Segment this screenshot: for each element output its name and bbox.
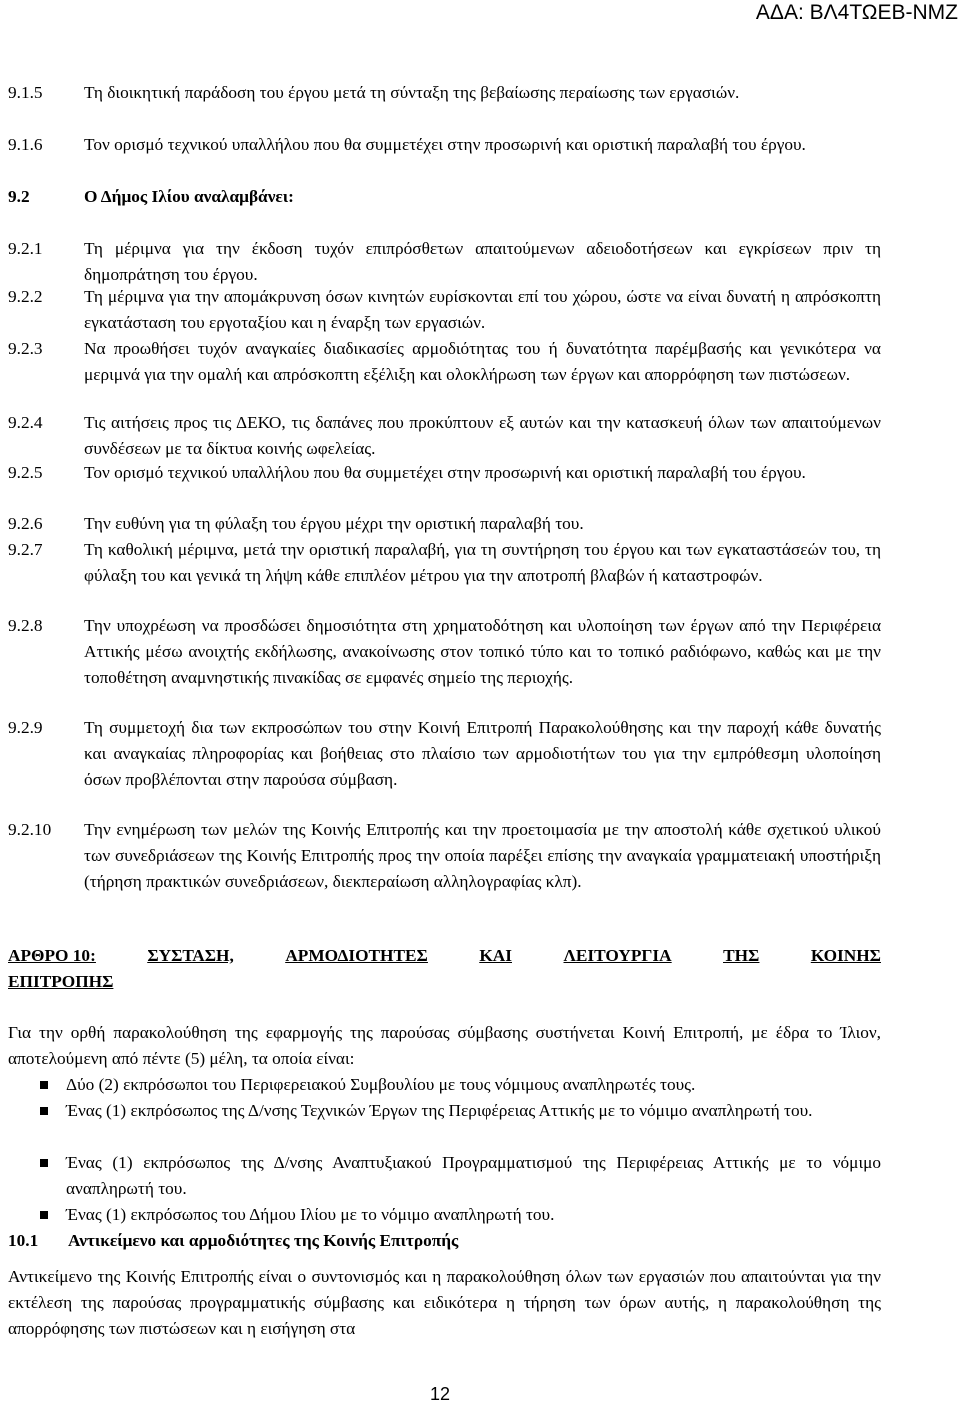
clause-text: Τη συμμετοχή δια των εκπροσώπων του στην Κοινή Επιτροπή Παρακολούθησης και την παροχή κάθε δυνατής και αναγκαίας πληροφορίας και βοήθειας στο πλαίσιο των αρμοδιοτήτων του για την εμπρόθεσμη υλοποίηση όσων προβλέπονται στην παρούσα σύμβαση. (84, 718, 881, 789)
clause-text: Τον ορισμό τεχνικού υπαλλήλου που θα συμμετέχει στην προσωρινή και οριστική παραλαβή του έργου. (84, 463, 806, 482)
member-list-item (40, 1202, 881, 1228)
section-number: 9.2 (8, 187, 30, 206)
member-text: Δύο (2) εκπρόσωποι του Περιφερειακού Συμβουλίου με τους νόμιμους αναπληρωτές τους. (66, 1075, 696, 1094)
heading-word: ΑΡΘΡΟ 10: (8, 946, 96, 965)
heading-word: ΑΡΜΟΔΙΟΤΗΤΕΣ (285, 946, 428, 965)
clause-9-2-1 (8, 236, 881, 288)
heading-word: ΚΟΙΝΗΣ (810, 946, 881, 965)
article-10-intro: Για την ορθή παρακολούθηση της εφαρμογής της παρούσας σύμβασης συστήνεται Κοινή Επιτροπή, με έδρα το Ίλιον, αποτελούμενη από πέντε (5) μέλη, τα οποία είναι: (8, 1023, 881, 1068)
subsection-10-1-text: Αντικείμενο της Κοινής Επιτροπής είναι ο συντονισμός και η παρακολούθηση όλων των εργασιών που απαιτούνται για την εκτέλεση της παρούσας προγραμματικής σύμβασης και ειδικότερα η τήρηση των όρων αυτής, η παρακολούθηση της απορρόφησης των πιστώσεων και η εισήγηση στα (8, 1267, 881, 1338)
clause-9-1-6 (8, 132, 881, 158)
square-bullet-icon (40, 1159, 48, 1167)
clause-number: 9.2.6 (8, 514, 43, 533)
clause-9-2-7 (8, 537, 881, 589)
section-9-2-heading (8, 184, 881, 210)
clause-9-2-10 (8, 817, 881, 895)
clause-9-2-5 (8, 460, 881, 486)
heading-word: ΕΠΙΤΡΟΠΗΣ (8, 972, 114, 991)
ada-code: ΑΔΑ: ΒΛ4ΤΩΕΒ-ΝΜΖ (755, 1, 958, 24)
clause-text: Τις αιτήσεις προς τις ΔΕΚΟ, τις δαπάνες που προκύπτουν εξ αυτών και την κατασκευή όλων των απαιτούμενων συνδέσεων με τα δίκτυα κοινής ωφελείας. (84, 413, 881, 458)
member-list-item (40, 1150, 881, 1202)
article-10-heading (8, 943, 881, 995)
square-bullet-icon (40, 1107, 48, 1115)
member-text: Ένας (1) εκπρόσωπος του Δήμου Ιλίου με το νόμιμο αναπληρωτή του. (66, 1205, 555, 1224)
clause-number: 9.2.1 (8, 239, 43, 258)
clause-text: Τη μέριμνα για την έκδοση τυχόν επιπρόσθετων απαιτούμενων αδειοδοτήσεων και εγκρίσεων πριν τη δημοπράτηση του έργου. (84, 239, 881, 284)
subsection-number: 10.1 (8, 1231, 39, 1250)
subsection-title: Αντικείμενο και αρμοδιότητες της Κοινής Επιτροπής (68, 1231, 459, 1250)
clause-number: 9.2.8 (8, 616, 43, 635)
clause-9-2-8 (8, 613, 881, 691)
member-list-item (40, 1098, 881, 1124)
section-title: Ο Δήμος Ιλίου αναλαμβάνει: (84, 187, 294, 206)
clause-number: 9.2.4 (8, 413, 43, 432)
clause-9-2-6 (8, 511, 881, 537)
clause-number: 9.2.10 (8, 820, 52, 839)
square-bullet-icon (40, 1081, 48, 1089)
article-heading-line2 (8, 969, 881, 995)
clause-number: 9.2.7 (8, 540, 43, 559)
clause-9-2-2 (8, 284, 881, 336)
clause-text: Την ενημέρωση των μελών της Κοινής Επιτροπής και την προετοιμασία με την αποστολή κάθε σχετικού υλικού των συνεδριάσεων της Κοινής Επιτροπής προς την οποία παρέξει επίσης την αναγκαία γραμματειακή υποστήριξη (τήρηση πρακτικών συνεδριάσεων, διεκπεραίωση αλληλογραφίας κλπ). (84, 820, 881, 891)
clause-9-2-4 (8, 410, 881, 462)
clause-text: Τη καθολική μέριμνα, μετά την οριστική παραλαβή, για τη συντήρηση του έργου και των εγκαταστάσεών του, τη φύλαξη του και γενικά τη λήψη κάθε επιπλέον μέτρου για την αποτροπή βλαβών ή καταστροφών. (84, 540, 881, 585)
clause-number: 9.2.2 (8, 287, 43, 306)
member-text: Ένας (1) εκπρόσωπος της Δ/νσης Αναπτυξιακού Προγραμματισμού της Περιφέρειας Αττικής με το νόμιμο αναπληρωτή του. (66, 1153, 881, 1198)
square-bullet-icon (40, 1211, 48, 1219)
clause-text: Να προωθήσει τυχόν αναγκαίες διαδικασίες αρμοδιότητας του ή δυνατότητα παρέμβασής και γενικότερα να μεριμνά για την ομαλή και απρόσκοπτη εξέλιξη και ολοκλήρωση των έργων και απορρόφηση των πιστώσεων. (84, 339, 881, 384)
member-text: Ένας (1) εκπρόσωπος της Δ/νσης Τεχνικών Έργων της Περιφέρειας Αττικής με το νόμιμο αναπληρωτή του. (66, 1101, 813, 1120)
heading-word: ΣΥΣΤΑΣΗ, (147, 946, 234, 965)
heading-word: ΚΑΙ (479, 946, 512, 965)
clause-text: Τη διοικητική παράδοση του έργου μετά τη σύνταξη της βεβαίωσης περαίωσης των εργασιών. (84, 83, 740, 102)
clause-text: Την ευθύνη για τη φύλαξη του έργου μέχρι την οριστική παραλαβή του. (84, 514, 584, 533)
clause-number: 9.1.6 (8, 135, 43, 154)
clause-text: Την υποχρέωση να προσδώσει δημοσιότητα στη χρηματοδότηση και υλοποίηση των έργων από την Περιφέρεια Αττικής μέσω ανοιχτής εκδήλωσης, ανακοίνωσης στον τοπικό τύπο και το τοπικό ραδιόφωνο, καθώς και με την τοποθέτηση αναμνηστικής πινακίδας σε εμφανές σημείο της περιοχής. (84, 616, 881, 687)
clause-number: 9.2.5 (8, 463, 43, 482)
heading-word: ΛΕΙΤΟΥΡΓΙΑ (563, 946, 672, 965)
clause-number: 9.2.9 (8, 718, 43, 737)
member-list-item (40, 1072, 881, 1098)
clause-text: Τη μέριμνα για την απομάκρυνση όσων κινητών ευρίσκονται επί του χώρου, ώστε να είναι δυνατή η απρόσκοπτη εγκατάσταση του εργοταξίου και η έναρξη των εργασιών. (84, 287, 881, 332)
clause-number: 9.1.5 (8, 83, 43, 102)
page-number: 12 (429, 1384, 451, 1404)
article-heading-line1 (8, 943, 881, 969)
heading-word: ΤΗΣ (723, 946, 760, 965)
clause-number: 9.2.3 (8, 339, 43, 358)
clause-9-1-5 (8, 80, 881, 106)
subsection-10-1-heading (8, 1228, 881, 1254)
clause-9-2-3 (8, 336, 881, 388)
clause-9-2-9 (8, 715, 881, 793)
clause-text: Τον ορισμό τεχνικού υπαλλήλου που θα συμμετέχει στην προσωρινή και οριστική παραλαβή του έργου. (84, 135, 806, 154)
